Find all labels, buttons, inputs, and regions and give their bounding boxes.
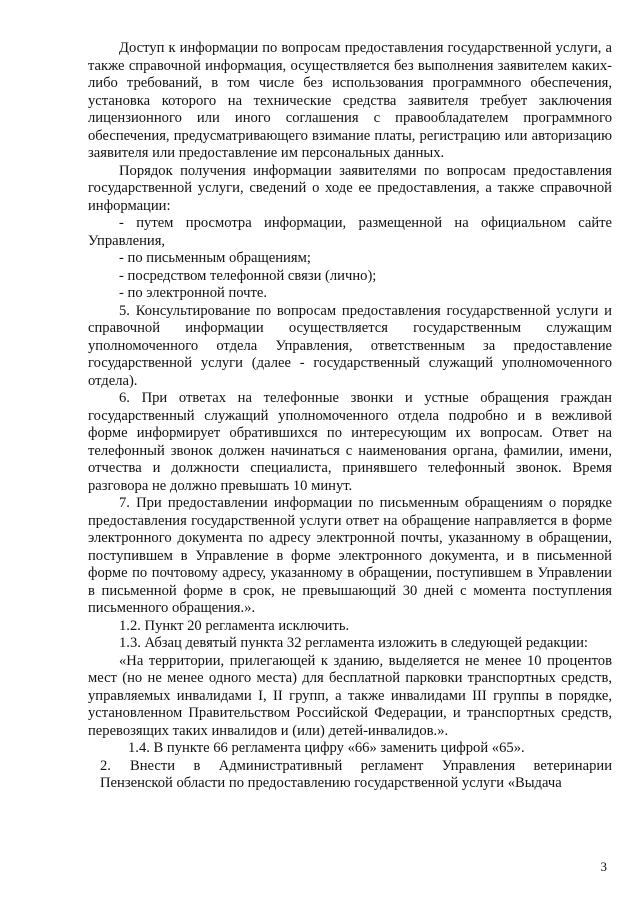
list-item: - посредством телефонной связи (лично); xyxy=(119,267,377,284)
paragraph-2-text: Внести в Административный регламент Управления ветеринарии Пензенской области по предоставлению государственной услуги «Выдача xyxy=(100,757,612,791)
paragraph-5-consulting: 5. Консультирование по вопросам предоставления государственной услуги и справочной информации осуществляется государственным служащим уполномоченного отдела Управления, ответственным за предоставление государственной услуги (далее - государственный служащий уполномоченного отдела). xyxy=(88,302,612,389)
list-item: - по письменным обращениям; xyxy=(119,250,311,266)
paragraph-7-written-requests: 7. При предоставлении информации по письменным обращениям о порядке предоставления государственной услуги ответ на обращение направляется в форме электронного документа по адресу электронной почты, указанному в обращении, поступившем в Управление в форме электронного документа, и в письменной форме по почтовому адресу, указанному в обращении, поступившем в Управлении в письменной форме в срок, не превышающий 30 дней с момента поступления письменного обращения.». xyxy=(88,495,612,616)
document-body xyxy=(88,40,612,793)
paragraph-info-procedure: Порядок получения информации заявителями по вопросам предоставления государственной услуги, сведений о ходе ее предоставления, а также справочной информации: xyxy=(88,162,612,214)
paragraph-1-4: 1.4. В пункте 66 регламента цифру «66» заменить цифрой «65». xyxy=(128,740,525,756)
info-methods-list xyxy=(88,215,612,303)
list-item: - путем просмотра информации, размещенной на официальном сайте Управления, xyxy=(88,215,612,249)
paragraph-1-3: 1.3. Абзац девятый пункта 32 регламента изложить в следующей редакции: xyxy=(119,635,588,651)
paragraph-2-number: 2. xyxy=(100,757,111,774)
list-item: - по электронной почте. xyxy=(119,285,268,301)
paragraph-1-3-quote: «На территории, прилегающей к зданию, выделяется не менее 10 процентов мест (но не менее одного места) для бесплатной парковки транспортных средств, управляемых инвалидами I, II групп, а также инвалидами III группы в порядке, установленном Правительством Российской Федерации, и транспортных средств, перевозящих таких инвалидов и (или) детей-инвалидов.». xyxy=(88,652,612,739)
paragraph-6-phone-calls: 6. При ответах на телефонные звонки и устные обращения граждан государственный служащий уполномоченного отдела подробно и в вежливой форме информирует обратившихся по интересующим их вопросам. Ответ на телефонный звонок должен начинаться с наименования органа, фамилии, имени, отчества и должности специалиста, принявшего телефонный звонок. Время разговора не должно превышать 10 минут. xyxy=(88,390,612,494)
paragraph-2 xyxy=(88,758,612,793)
paragraph-access-info: Доступ к информации по вопросам предоставления государственной услуги, а также справочной информация, осуществляется без выполнения заявителем каких-либо требований, в том числе без использования программного обеспечения, установка которого на технические средства заявителя требует заключения лицензионного или иного соглашения с правообладателем программного обеспечения, предусматривающего взимание платы, регистрацию или авторизацию заявителя или предоставление им персональных данных. xyxy=(88,40,612,161)
page-number: 3 xyxy=(600,859,607,874)
paragraph-1-2: 1.2. Пункт 20 регламента исключить. xyxy=(119,617,350,634)
